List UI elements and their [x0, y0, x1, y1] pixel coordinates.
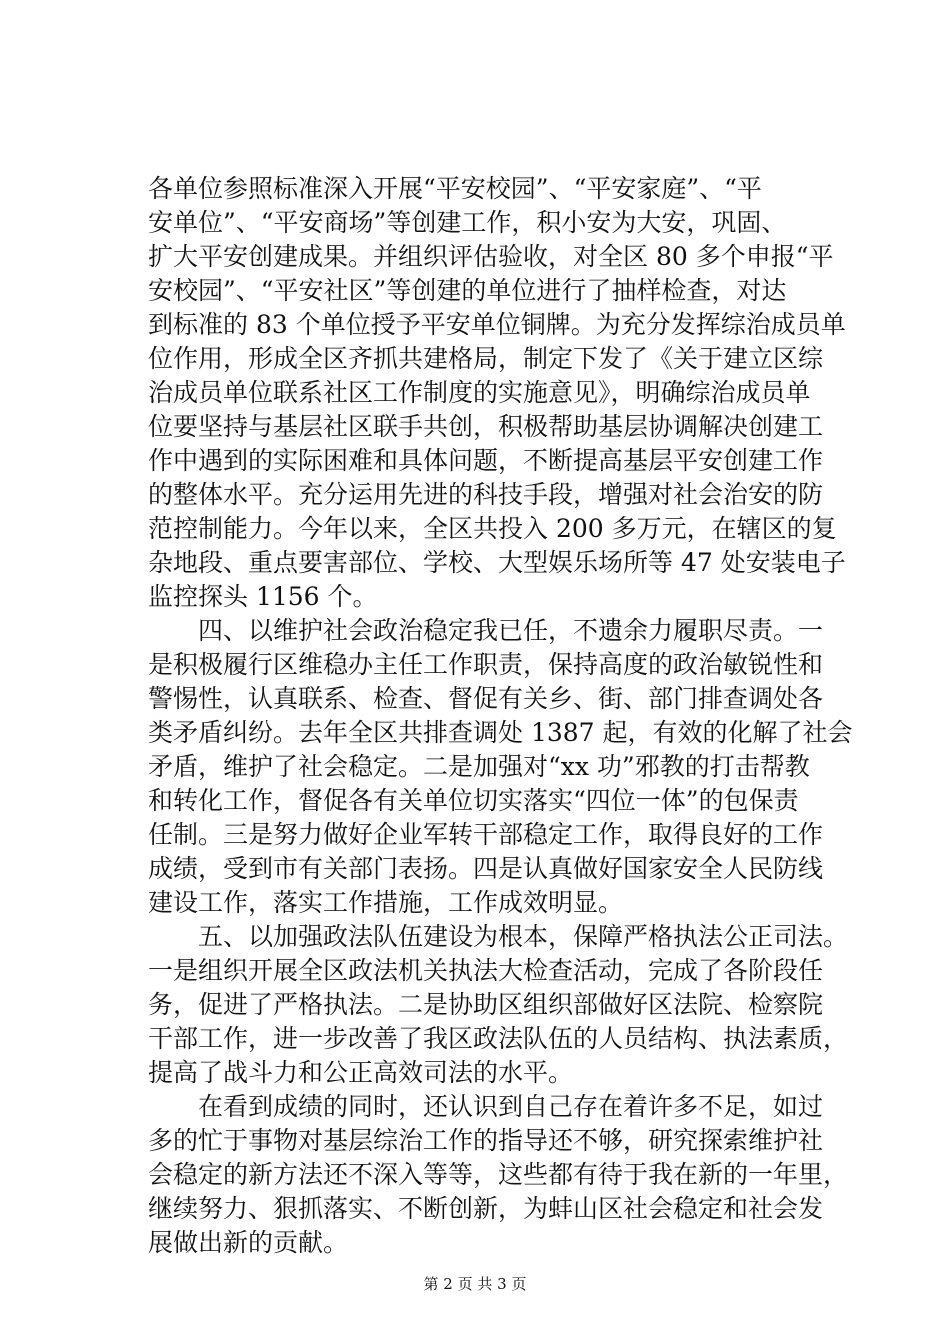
text-line: 类矛盾纠纷。去年全区共排查调处 1387 起，有效的化解了社会 — [148, 718, 853, 747]
text-line: 展做出新的贡献。 — [148, 1228, 349, 1257]
text-line: 四、以维护社会政治稳定我已任，不遗余力履职尽责。一 — [148, 616, 824, 645]
text-line: 在看到成绩的同时，还认识到自己存在着许多不足，如过 — [148, 1092, 824, 1121]
text-line: 位作用，形成全区齐抓共建格局，制定下发了《关于建立区综 — [148, 344, 824, 373]
text-line: 提高了战斗力和公正高效司法的水平。 — [148, 1058, 574, 1087]
text-line: 务，促进了严格执法。二是协助区组织部做好区法院、检察院 — [148, 990, 824, 1019]
text-line: 的整体水平。充分运用先进的科技手段，增强对社会治安的防 — [148, 480, 824, 509]
text-line: 和转化工作，督促各有关单位切实落实“四位一体”的包保责 — [148, 786, 799, 815]
text-line: 安单位”、“平安商场”等创建工作，积小安为大安，巩固、 — [148, 208, 787, 237]
document-body — [148, 172, 853, 1260]
text-line: 监控探头 1156 个。 — [148, 582, 378, 611]
page-number-footer: 第 2 页 共 3 页 — [423, 1275, 527, 1293]
text-line: 干部工作，进一步改善了我区政法队伍的人员结构、执法素质， — [148, 1024, 849, 1053]
text-line: 扩大平安创建成果。并组织评估验收，对全区 80 多个申报“平 — [148, 242, 834, 271]
text-line: 建设工作，落实工作措施，工作成效明显。 — [148, 888, 624, 917]
text-line: 会稳定的新方法还不深入等等，这些都有待于我在新的一年里， — [148, 1160, 849, 1189]
text-line: 位要坚持与基层社区联手共创，积极帮助基层协调解决创建工 — [148, 412, 824, 441]
text-line: 作中遇到的实际困难和具体问题，不断提高基层平安创建工作 — [148, 446, 824, 475]
text-line: 五、以加强政法队伍建设为根本，保障严格执法公正司法。 — [148, 922, 849, 951]
text-line: 各单位参照标准深入开展“平安校园”、“平安家庭”、“平 — [148, 174, 762, 203]
text-line: 任制。三是努力做好企业军转干部稳定工作，取得良好的工作 — [148, 820, 824, 849]
text-line: 到标准的 83 个单位授予平安单位铜牌。为充分发挥综治成员单 — [148, 310, 846, 339]
text-line: 范控制能力。今年以来，全区共投入 200 多万元，在辖区的复 — [148, 514, 837, 543]
text-line: 安校园”、“平安社区”等创建的单位进行了抽样检查，对达 — [148, 276, 787, 305]
text-line: 继续努力、狠抓落实、不断创新，为蚌山区社会稳定和社会发 — [148, 1194, 824, 1223]
text-line: 治成员单位联系社区工作制度的实施意见》，明确综治成员单 — [148, 378, 811, 407]
text-line: 成绩，受到市有关部门表扬。四是认真做好国家安全人民防线 — [148, 854, 824, 883]
text-line: 多的忙于事物对基层综治工作的指导还不够，研究探索维护社 — [148, 1126, 824, 1155]
text-line: 警惕性，认真联系、检查、督促有关乡、街、部门排查调处各 — [148, 684, 824, 713]
text-line: 一是组织开展全区政法机关执法大检查活动，完成了各阶段任 — [148, 956, 824, 985]
text-line: 杂地段、重点要害部位、学校、大型娱乐场所等 47 处安装电子 — [148, 548, 846, 577]
text-line: 矛盾，维护了社会稳定。二是加强对“xx 功”邪教的打击帮教 — [148, 752, 810, 781]
text-line: 是积极履行区维稳办主任工作职责，保持高度的政治敏锐性和 — [148, 650, 824, 679]
